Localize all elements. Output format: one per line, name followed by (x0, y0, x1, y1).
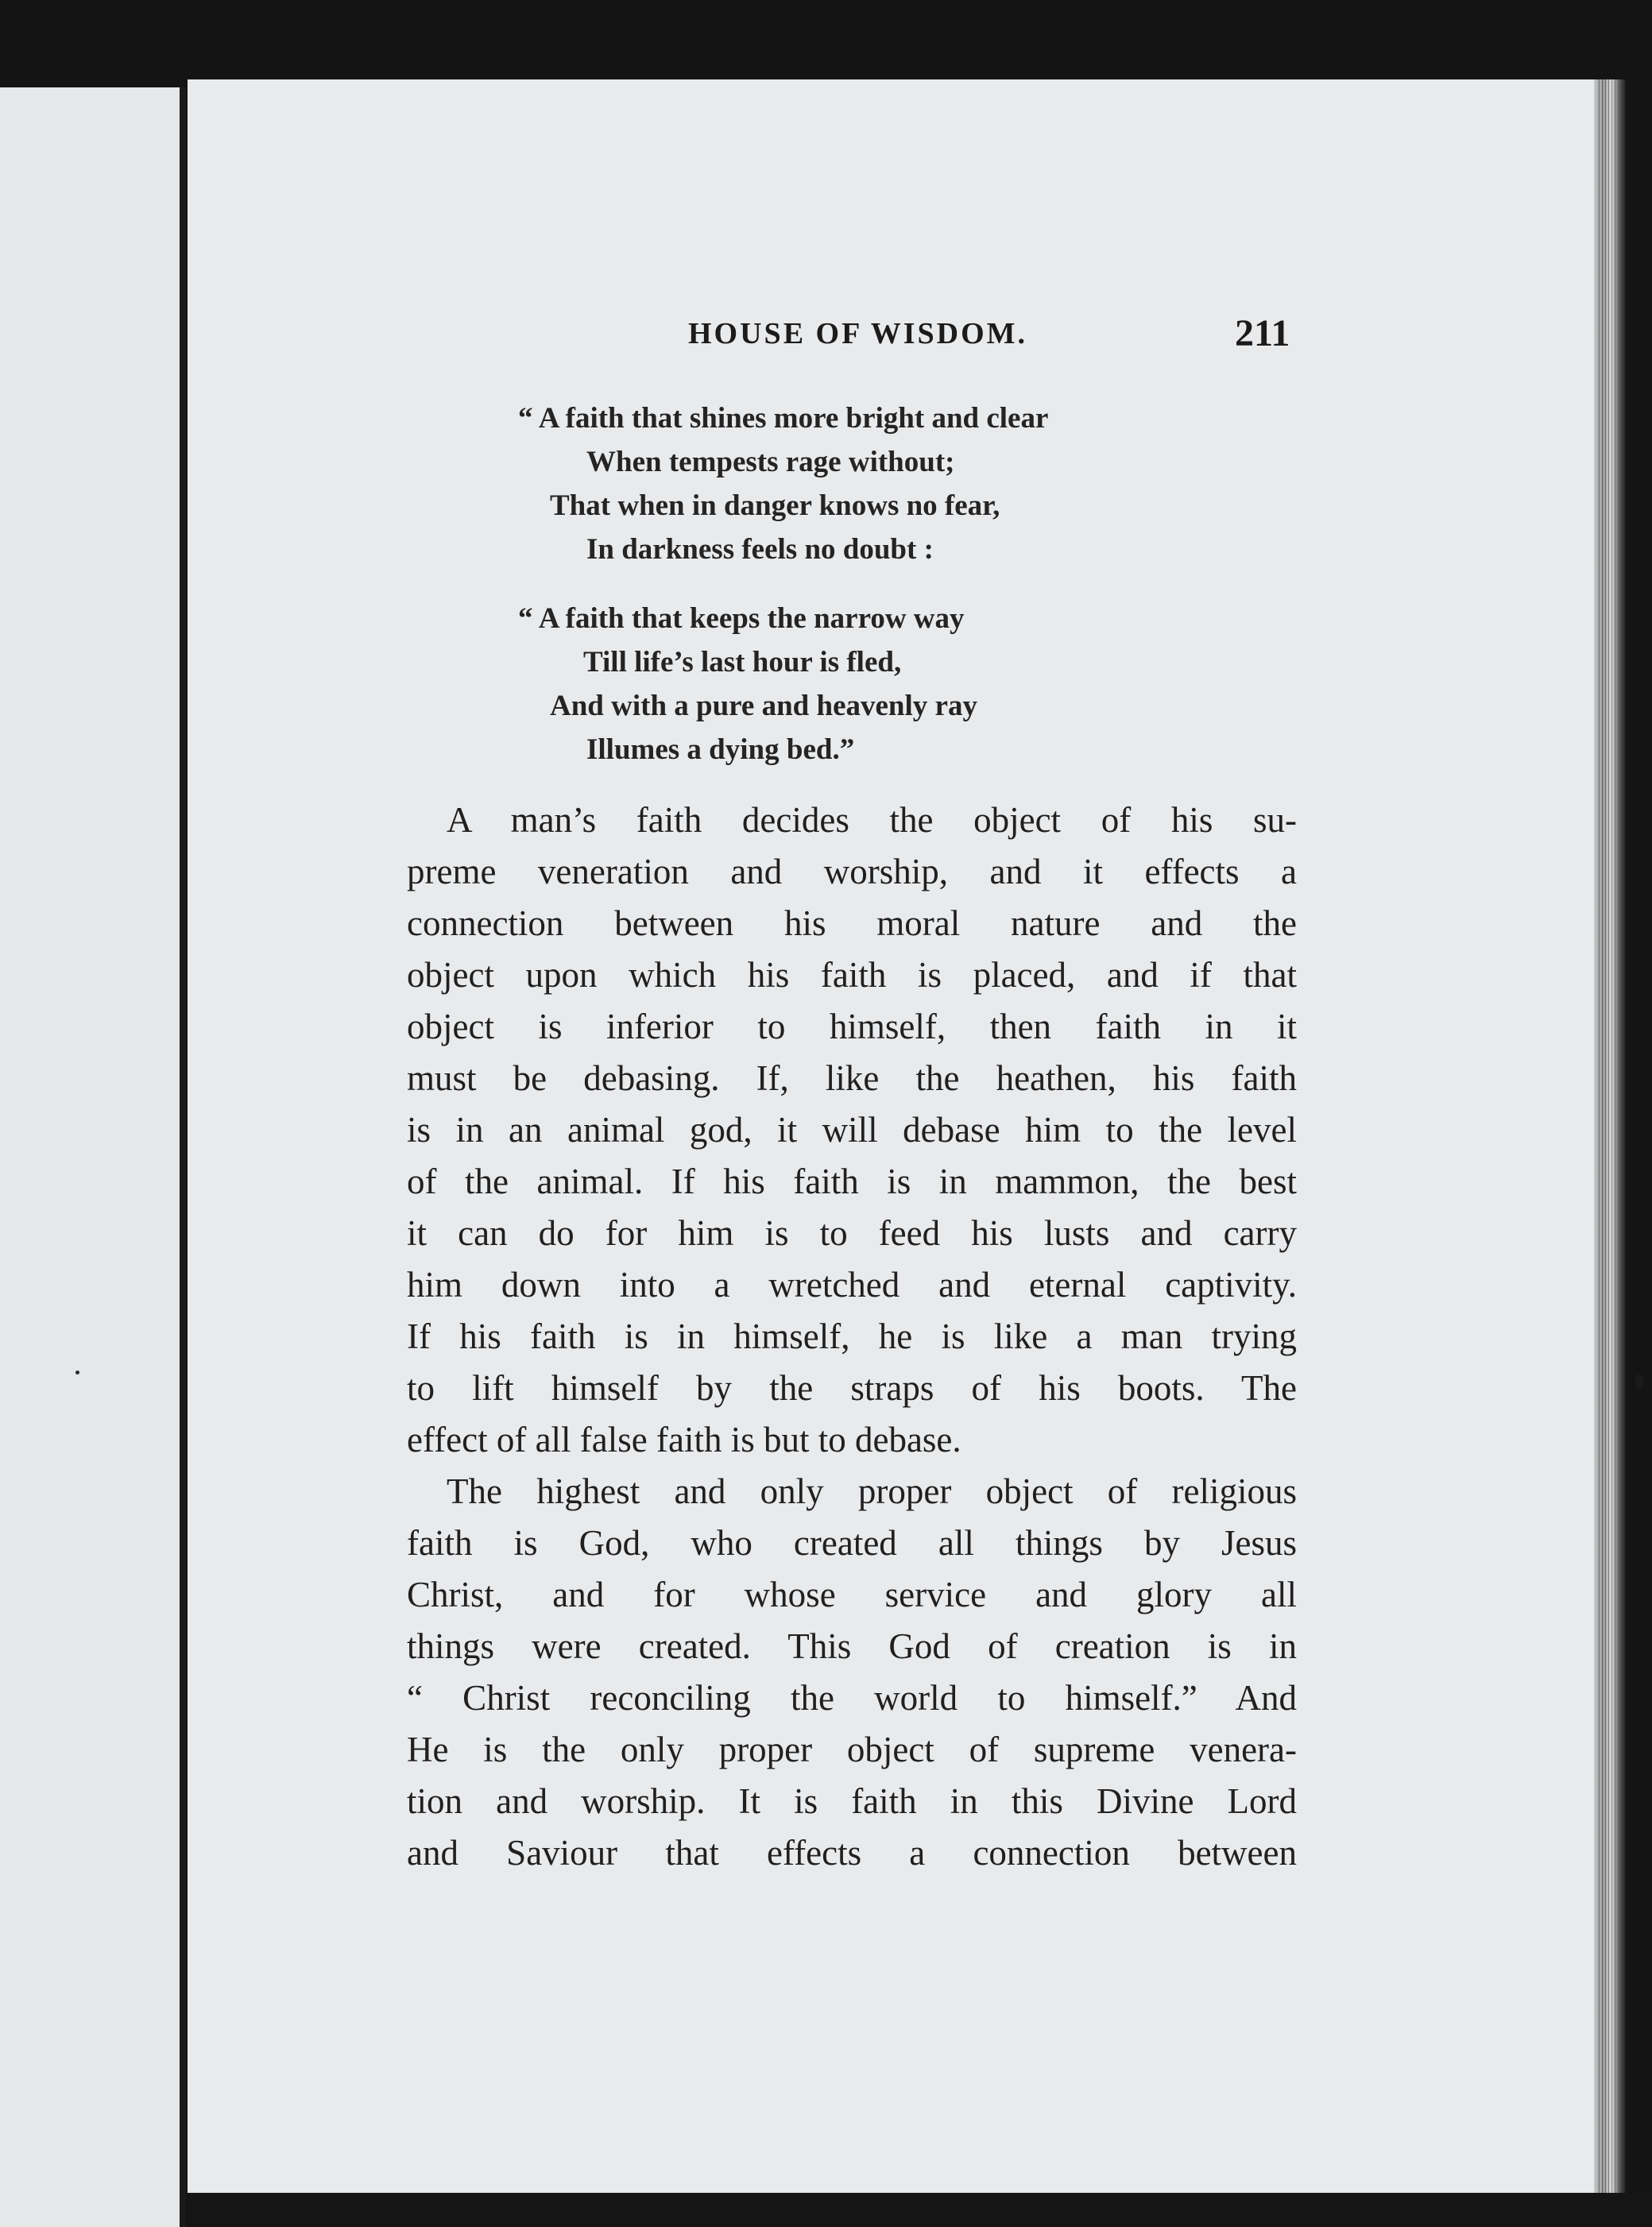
running-title: HOUSE OF WISDOM. (688, 317, 1027, 350)
verse-line: Illumes a dying bed.” (586, 733, 855, 766)
paragraph-line: “ Christ reconciling the world to himself.” And (407, 1678, 1297, 1718)
verse-line: And with a pure and heavenly ray (550, 690, 977, 722)
verse-line: That when in danger knows no fear, (550, 489, 1000, 522)
verse-line: “ A faith that shines more bright and clear (518, 402, 1049, 435)
paragraph-line: The highest and only proper object of religious (447, 1471, 1297, 1511)
paragraph-line: effect of all false faith is but to debase. (407, 1420, 961, 1460)
verse-line: Till life’s last hour is fled, (583, 646, 902, 679)
paragraph-line: is in an animal god, it will debase him to the level (407, 1110, 1297, 1150)
paragraph-line: of the animal. If his faith is in mammon, the best (407, 1162, 1297, 1201)
previous-page-edge (0, 87, 184, 2227)
paragraph-line: A man’s faith decides the object of his su- (447, 800, 1297, 840)
paragraph-line: and Saviour that effects a connection between (407, 1833, 1297, 1873)
paragraph-line: to lift himself by the straps of his boots. The (407, 1368, 1297, 1408)
paragraph-line: Christ, and for whose service and glory all (407, 1575, 1297, 1614)
verse-line: When tempests rage without; (586, 446, 955, 478)
scan-speck (1635, 1374, 1643, 1389)
page-number: 211 (1235, 312, 1290, 354)
verse-line: “ A faith that keeps the narrow way (518, 602, 965, 635)
bottom-scan-border (188, 2193, 1652, 2227)
paragraph-line: tion and worship. It is faith in this Divine Lord (407, 1781, 1297, 1821)
paragraph-line: object upon which his faith is placed, and if that (407, 955, 1297, 995)
scan-speck (75, 1371, 79, 1374)
verse-line: In darkness feels no doubt : (586, 533, 934, 566)
paragraph-line: it can do for him is to feed his lusts and carry (407, 1213, 1297, 1253)
paragraph-line: If his faith is in himself, he is like a man trying (407, 1316, 1297, 1356)
paragraph-line: preme veneration and worship, and it effects a (407, 852, 1297, 891)
paragraph-line: faith is God, who created all things by Jesus (407, 1523, 1297, 1563)
paragraph-line: object is inferior to himself, then faith in it (407, 1007, 1297, 1046)
paragraph-line: him down into a wretched and eternal captivity. (407, 1265, 1297, 1305)
paragraph-line: must be debasing. If, like the heathen, his faith (407, 1058, 1297, 1098)
paragraph-line: things were created. This God of creation is in (407, 1626, 1297, 1666)
page-stack-edge (1599, 79, 1616, 2193)
left-binding-line (180, 87, 186, 2227)
paragraph-line: He is the only proper object of supreme venera- (407, 1730, 1297, 1769)
paragraph-line: connection between his moral nature and the (407, 903, 1297, 943)
